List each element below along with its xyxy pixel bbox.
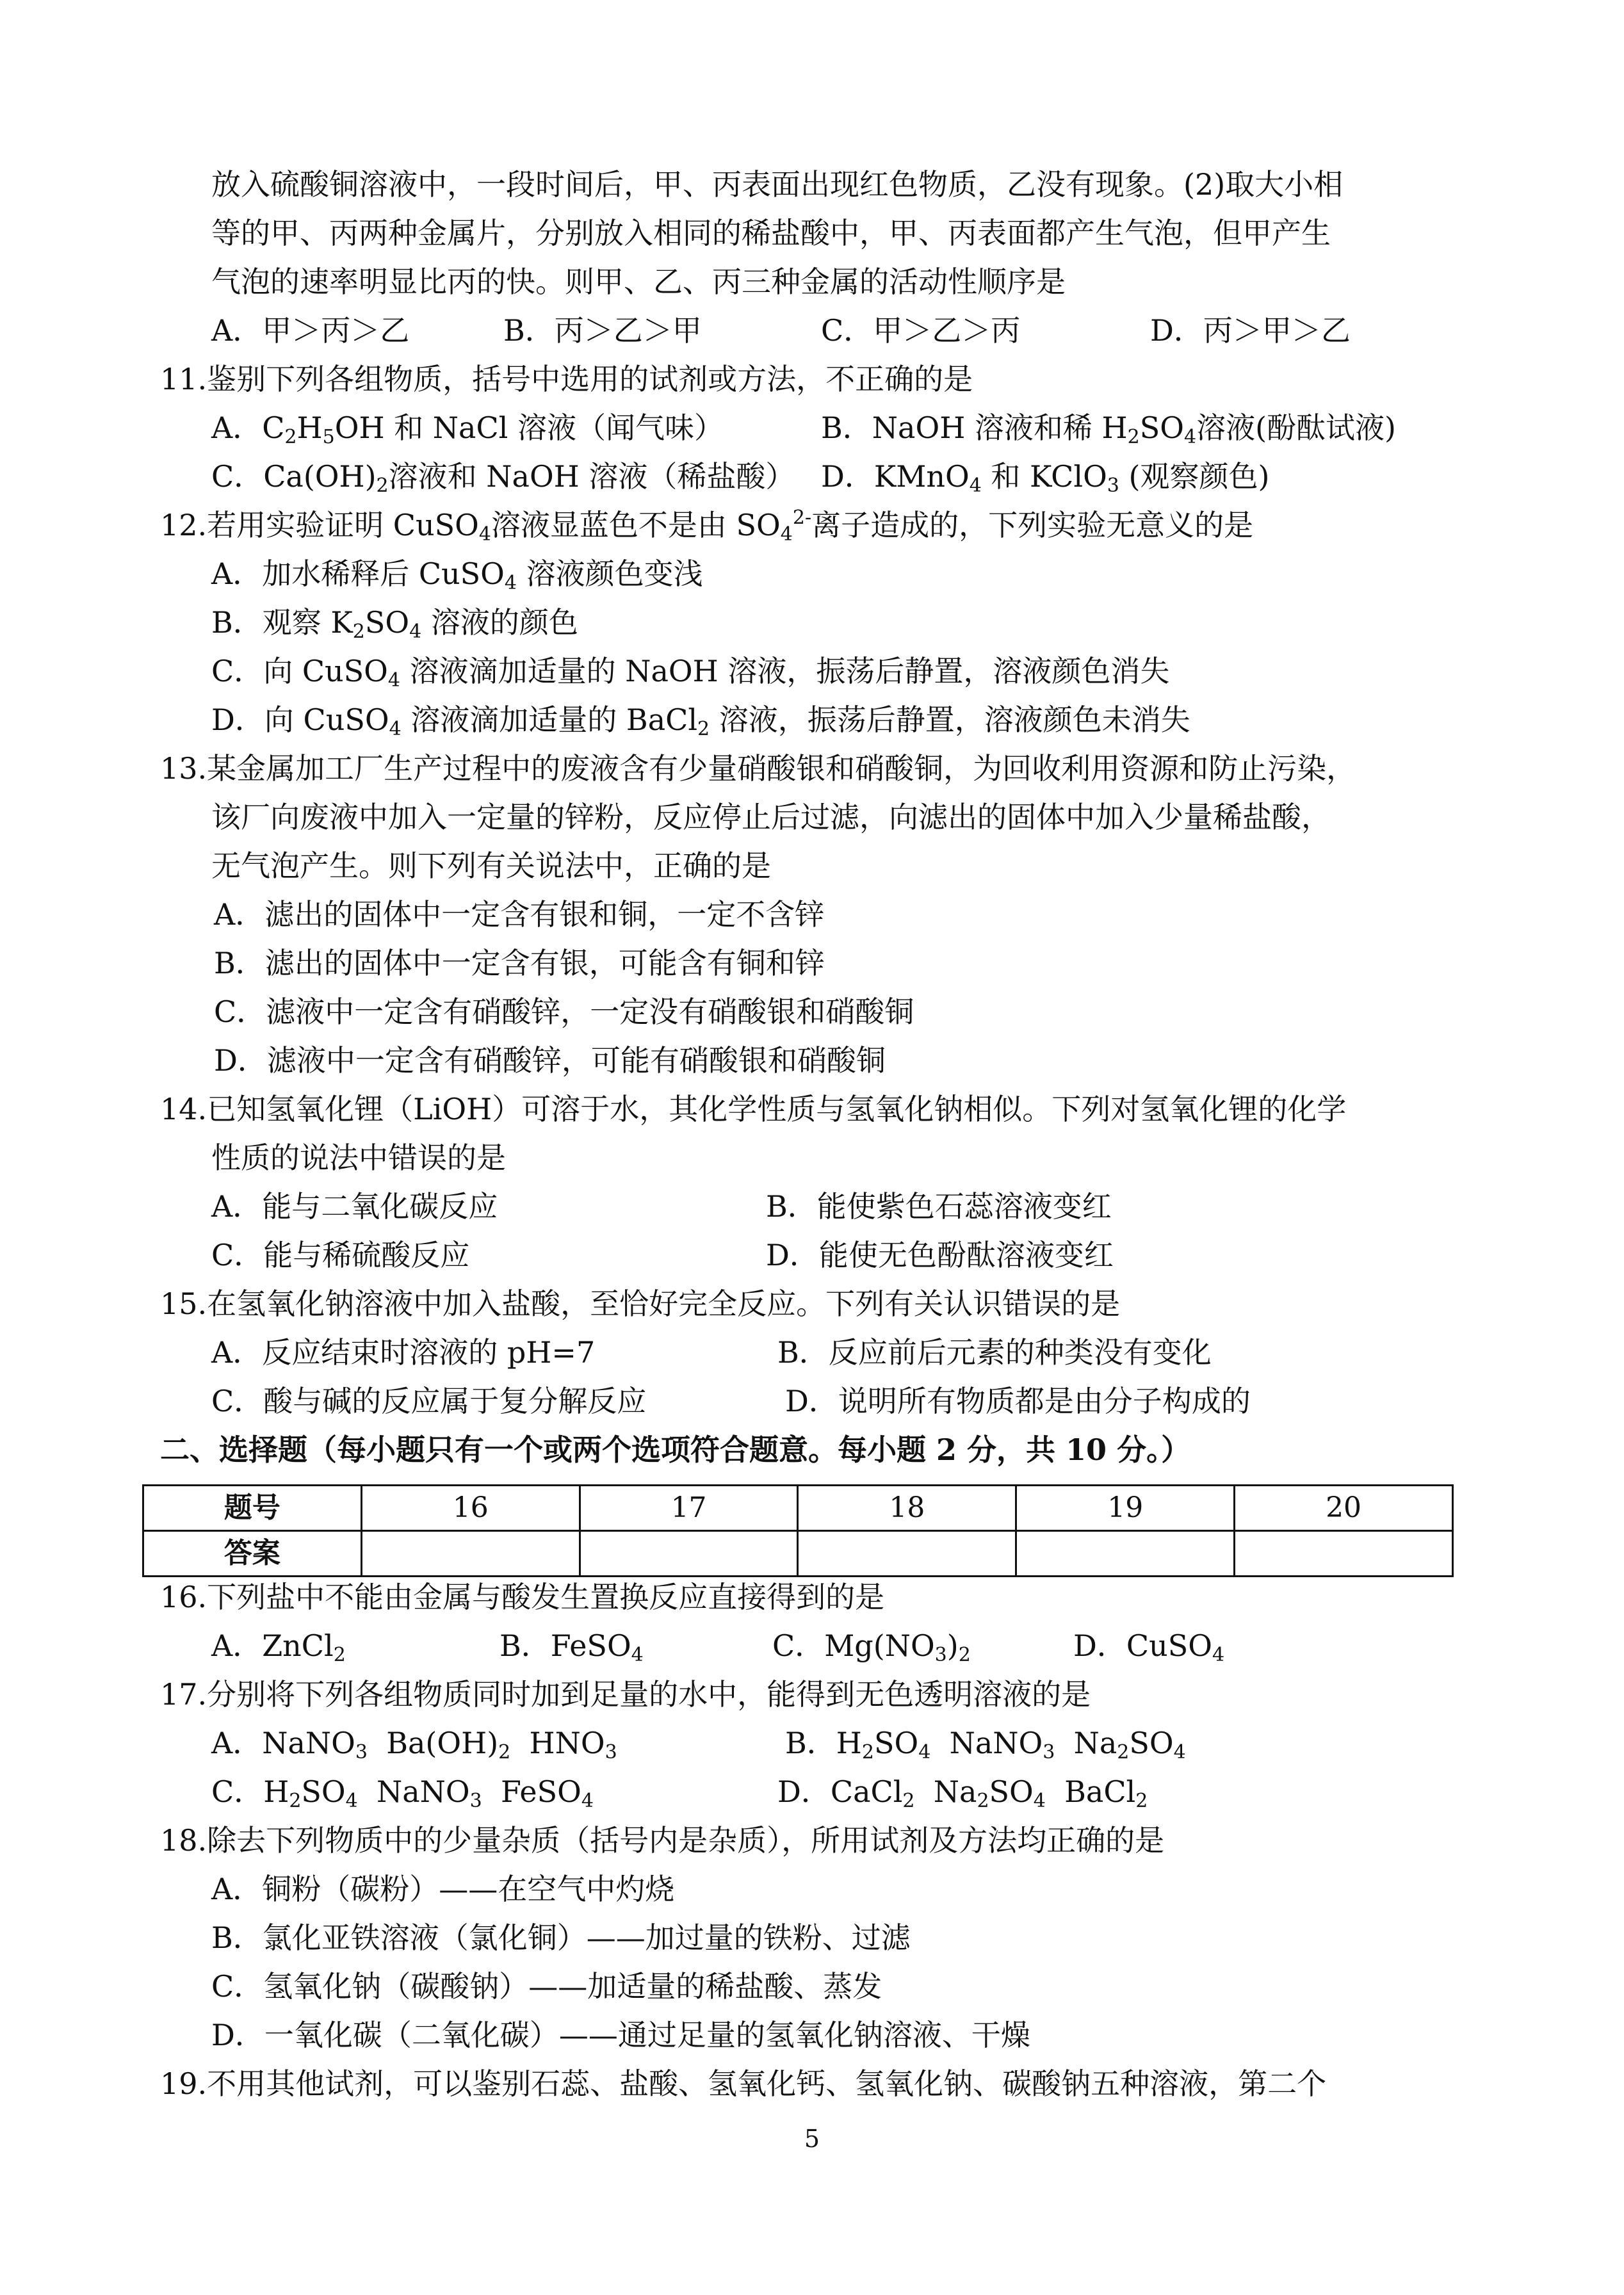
answer-cell: [1235, 1531, 1453, 1577]
q13-stem-line-2: 该厂向废液中加入一定量的锌粉，反应停止后过滤，向滤出的固体中加入少量稀盐酸，: [211, 800, 1331, 834]
q15-option-b: B．反应前后元素的种类没有变化: [777, 1335, 1212, 1370]
q14-option-a: A．能与二氧化碳反应: [211, 1189, 498, 1224]
q15-option-c: C．酸与碱的反应属于复分解反应: [211, 1384, 647, 1418]
q15-stem: 15.在氢氧化钠溶液中加入盐酸，至恰好完全反应。下列有关认识错误的是: [160, 1286, 1121, 1321]
q10-option-a: A．甲＞丙＞乙: [211, 313, 410, 348]
q17-option-a: A．NaNO$_3$ $Ba(OH)_2$ $HNO_3$: [211, 1726, 617, 1764]
answer-cell: [580, 1531, 798, 1577]
question-number-label: 题号: [143, 1486, 362, 1531]
q11-option-d: D．KMnO$_4$ 和 KClO$_3$ (观察颜色): [821, 459, 1270, 497]
q12-option-c: C．向 CuSO$_4$ 溶液滴加适量的 NaOH 溶液，振荡后静置，溶液颜色消失: [211, 654, 1170, 692]
answer-label: 答案: [143, 1531, 362, 1577]
answer-table: [142, 1484, 1454, 1577]
q15-option-d: D．说明所有物质都是由分子构成的: [785, 1384, 1251, 1418]
q16-option-a: A．ZnCl$_2$: [211, 1628, 346, 1666]
q18-option-d: D．一氧化碳（二氧化碳）——通过足量的氢氧化钠溶液、干燥: [211, 2018, 1030, 2052]
question-number-cell: 20: [1235, 1486, 1453, 1531]
q11-option-a: A．$C_2H_5OH$ 和 NaCl 溶液（闻气味）: [211, 410, 724, 448]
question-number-cell: 17: [580, 1486, 798, 1531]
q12-stem: 12.若用实验证明 CuSO$_4$溶液显蓝色不是由 $SO_4^{2-}$离子造成的，下列实验无意义的是: [160, 507, 1254, 546]
q17-option-b: B．$H_2SO_4$ NaNO$_3$ $Na_2SO_4$: [785, 1726, 1186, 1764]
q13-option-b: B．滤出的固体中一定含有银，可能含有铜和锌: [214, 946, 825, 980]
q16-option-d: D．CuSO$_4$: [1073, 1628, 1225, 1666]
question-number-cell: 16: [361, 1486, 580, 1531]
q12-option-b: B．观察 $K_2SO_4$ 溶液的颜色: [211, 605, 578, 643]
q18-option-c: C．氢氧化钠（碳酸钠）——加适量的稀盐酸、蒸发: [211, 1969, 882, 2004]
q17-stem: 17.分别将下列各组物质同时加到足量的水中，能得到无色透明溶液的是: [160, 1677, 1091, 1712]
q10-option-b: B．丙＞乙＞甲: [503, 313, 702, 348]
answer-table-header-row: [143, 1486, 1453, 1531]
q10-option-d: D．丙＞甲＞乙: [1150, 313, 1351, 348]
q11-stem: 11.鉴别下列各组物质，括号中选用的试剂或方法，不正确的是: [160, 362, 973, 396]
q10-option-c: C．甲＞乙＞丙: [821, 313, 1021, 348]
question-number-cell: 18: [798, 1486, 1016, 1531]
q17-option-d: D．CaCl$_2$ $Na_2SO_4$ BaCl$_2$: [777, 1774, 1148, 1812]
q15-option-a: A．反应结束时溶液的 pH=7: [211, 1335, 596, 1370]
answer-cell: [798, 1531, 1016, 1577]
q18-option-a: A．铜粉（碳粉）——在空气中灼烧: [211, 1872, 675, 1906]
q10-continuation-line-2: 等的甲、丙两种金属片，分别放入相同的稀盐酸中，甲、丙表面都产生气泡，但甲产生: [211, 216, 1331, 250]
q18-option-b: B．氯化亚铁溶液（氯化铜）——加过量的铁粉、过滤: [211, 1920, 911, 1955]
q17-option-c: C．$H_2SO_4$ NaNO$_3$ FeSO$_4$: [211, 1774, 594, 1812]
answer-cell: [1016, 1531, 1235, 1577]
q11-option-c: C．$Ca(OH)_2$溶液和 NaOH 溶液（稀盐酸）: [211, 459, 795, 497]
q13-option-a: A．滤出的固体中一定含有银和铜，一定不含锌: [214, 897, 825, 932]
q12-option-a: A．加水稀释后 CuSO$_4$ 溶液颜色变浅: [211, 556, 703, 594]
q16-option-b: B．FeSO$_4$: [499, 1628, 644, 1666]
q13-stem-line-1: 13.某金属加工厂生产过程中的废液含有少量硝酸银和硝酸铜，为回收利用资源和防止污染，: [160, 751, 1356, 786]
q12-option-d: D．向 CuSO$_4$ 溶液滴加适量的 BaCl$_2$ 溶液，振荡后静置，溶液颜色未消失: [211, 702, 1190, 740]
q13-option-d: D．滤液中一定含有硝酸锌，可能有硝酸银和硝酸铜: [214, 1043, 886, 1078]
q10-continuation-line-1: 放入硫酸铜溶液中，一段时间后，甲、丙表面出现红色物质，乙没有现象。(2)取大小相: [211, 167, 1344, 202]
q11-option-b: B．NaOH 溶液和稀 $H_2SO_4$溶液(酚酞试液): [821, 410, 1396, 448]
question-number-cell: 19: [1016, 1486, 1235, 1531]
q10-continuation-line-3: 气泡的速率明显比丙的快。则甲、乙、丙三种金属的活动性顺序是: [211, 264, 1066, 299]
q14-option-b: B．能使紫色石蕊溶液变红: [766, 1189, 1112, 1224]
q18-stem: 18.除去下列物质中的少量杂质（括号内是杂质），所用试剂及方法均正确的是: [160, 1823, 1165, 1858]
q19-stem: 19.不用其他试剂，可以鉴别石蕊、盐酸、氢氧化钙、氢氧化钠、碳酸钠五种溶液，第二个: [160, 2066, 1327, 2101]
section-2-title: 二、选择题（每小题只有一个或两个选项符合题意。每小题 2 分，共 10 分。）: [160, 1432, 1191, 1467]
q16-option-c: C．$Mg(NO_3)_2$: [772, 1628, 971, 1666]
q14-option-d: D．能使无色酚酞溶液变红: [766, 1238, 1114, 1272]
q13-stem-line-3: 无气泡产生。则下列有关说法中，正确的是: [211, 848, 771, 883]
q14-stem-line-2: 性质的说法中错误的是: [211, 1140, 506, 1175]
page-number: 5: [804, 2125, 820, 2153]
q16-stem: 16.下列盐中不能由金属与酸发生置换反应直接得到的是: [160, 1580, 885, 1614]
q14-stem-line-1: 14.已知氢氧化锂（LiOH）可溶于水，其化学性质与氢氧化钠相似。下列对氢氧化锂的化学: [160, 1092, 1347, 1126]
q14-option-c: C．能与稀硫酸反应: [211, 1238, 470, 1272]
answer-cell: [361, 1531, 580, 1577]
answer-table-answer-row: [143, 1531, 1453, 1577]
q13-option-c: C．滤液中一定含有硝酸锌，一定没有硝酸银和硝酸铜: [214, 994, 914, 1029]
